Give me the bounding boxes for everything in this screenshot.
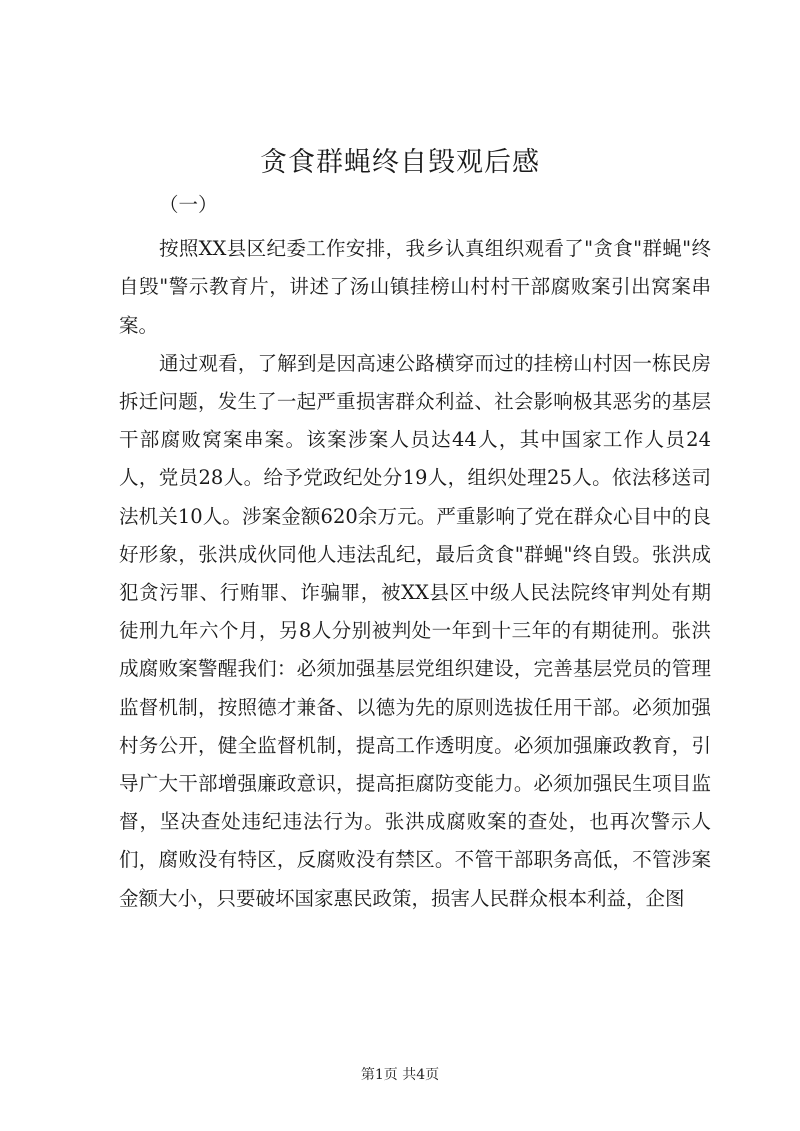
document-body [119, 186, 711, 918]
paragraph: 通过观看，了解到是因高速公路横穿而过的挂榜山村因一栋民房拆迁问题，发生了一起严重损害群众利益、社会影响极其恶劣的基层干部腐败窝案串案。该案涉案人员达44人，其中国家工作人员24人，党员28人。给予党政纪处分19人，组织处理25人。依法移送司法机关10人。涉案金额620余万元。严重影响了党在群众心目中的良好形象，张洪成伙同他人违法乱纪，最后贪食"群蝇"终自毁。张洪成犯贪污罪、行贿罪、诈骗罪，被XX县区中级人民法院终审判处有期徒刑九年六个月，另8人分别被判处一年到十三年的有期徒刑。张洪成腐败案警醒我们：必须加强基层党组织建设，完善基层党员的管理监督机制，按照德才兼备、以德为先的原则选拔任用干部。必须加强村务公开，健全监督机制，提高工作透明度。必须加强廉政教育，引导广大干部增强廉政意识，提高拒腐防变能力。必须加强民生项目监督，坚决查处违纪违法行为。张洪成腐败案的查处，也再次警示人们，腐败没有特区，反腐败没有禁区。不管干部职务高低，不管涉案金额大小，只要破坏国家惠民政策，损害人民群众根本利益，企图 [119, 351, 711, 910]
section-label: （一） [158, 193, 218, 216]
page-footer: 第1页 共4页 [360, 1067, 440, 1083]
document-title: 贪食群蝇终自毁观后感 [260, 147, 540, 178]
paragraph: 按照XX县区纪委工作安排，我乡认真组织观看了"贪食"群蝇"终自毁"警示教育片，讲述了汤山镇挂榜山村村干部腐败案引出窝案串案。 [119, 237, 711, 337]
